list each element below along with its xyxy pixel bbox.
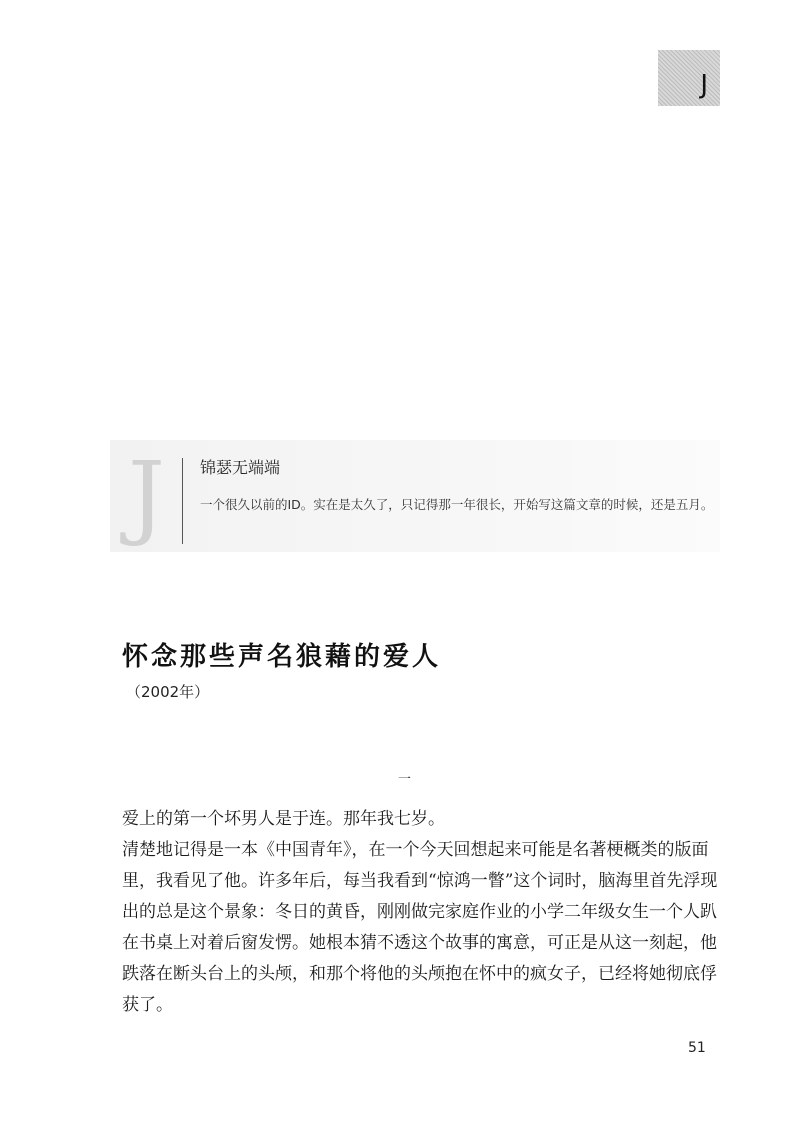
page-number: 51 <box>688 1040 706 1056</box>
author-initial: J <box>128 442 165 549</box>
author-info-box <box>110 440 720 552</box>
author-bio: 一个很久以前的ID。实在是太久了，只记得那一年很长，开始写这篇文章的时候，还是五月。 <box>200 497 714 512</box>
paragraph: 清楚地记得是一本《中国青年》，在一个今天回想起来可能是名著梗概类的版面里，我看见了他。许多年后，每当我看到“惊鸿一瞥”这个词时，脑海里首先浮现出的总是这个景象：冬日的黄昏，刚刚做完家庭作业的小学二年级女生一个人趴在书桌上对着后窗发愣。她根本猜不透这个故事的寓意，可正是从这一刻起，他跌落在断头台上的头颅，和那个将他的头颅抱在怀中的疯女子，已经将她彻底俘获了。 <box>122 840 718 1015</box>
section-number: 一 <box>398 772 412 787</box>
chapter-letter-tab <box>658 50 720 106</box>
article-body <box>122 804 722 1021</box>
article-title: 怀念那些声名狼藉的爱人 <box>122 642 442 672</box>
divider-line <box>182 458 183 544</box>
chapter-letter: J <box>700 70 708 100</box>
paragraph: 爱上的第一个坏男人是于连。那年我七岁。 <box>122 809 445 829</box>
author-name: 锦瑟无端端 <box>200 458 281 477</box>
article-year: （2002年） <box>126 683 210 701</box>
